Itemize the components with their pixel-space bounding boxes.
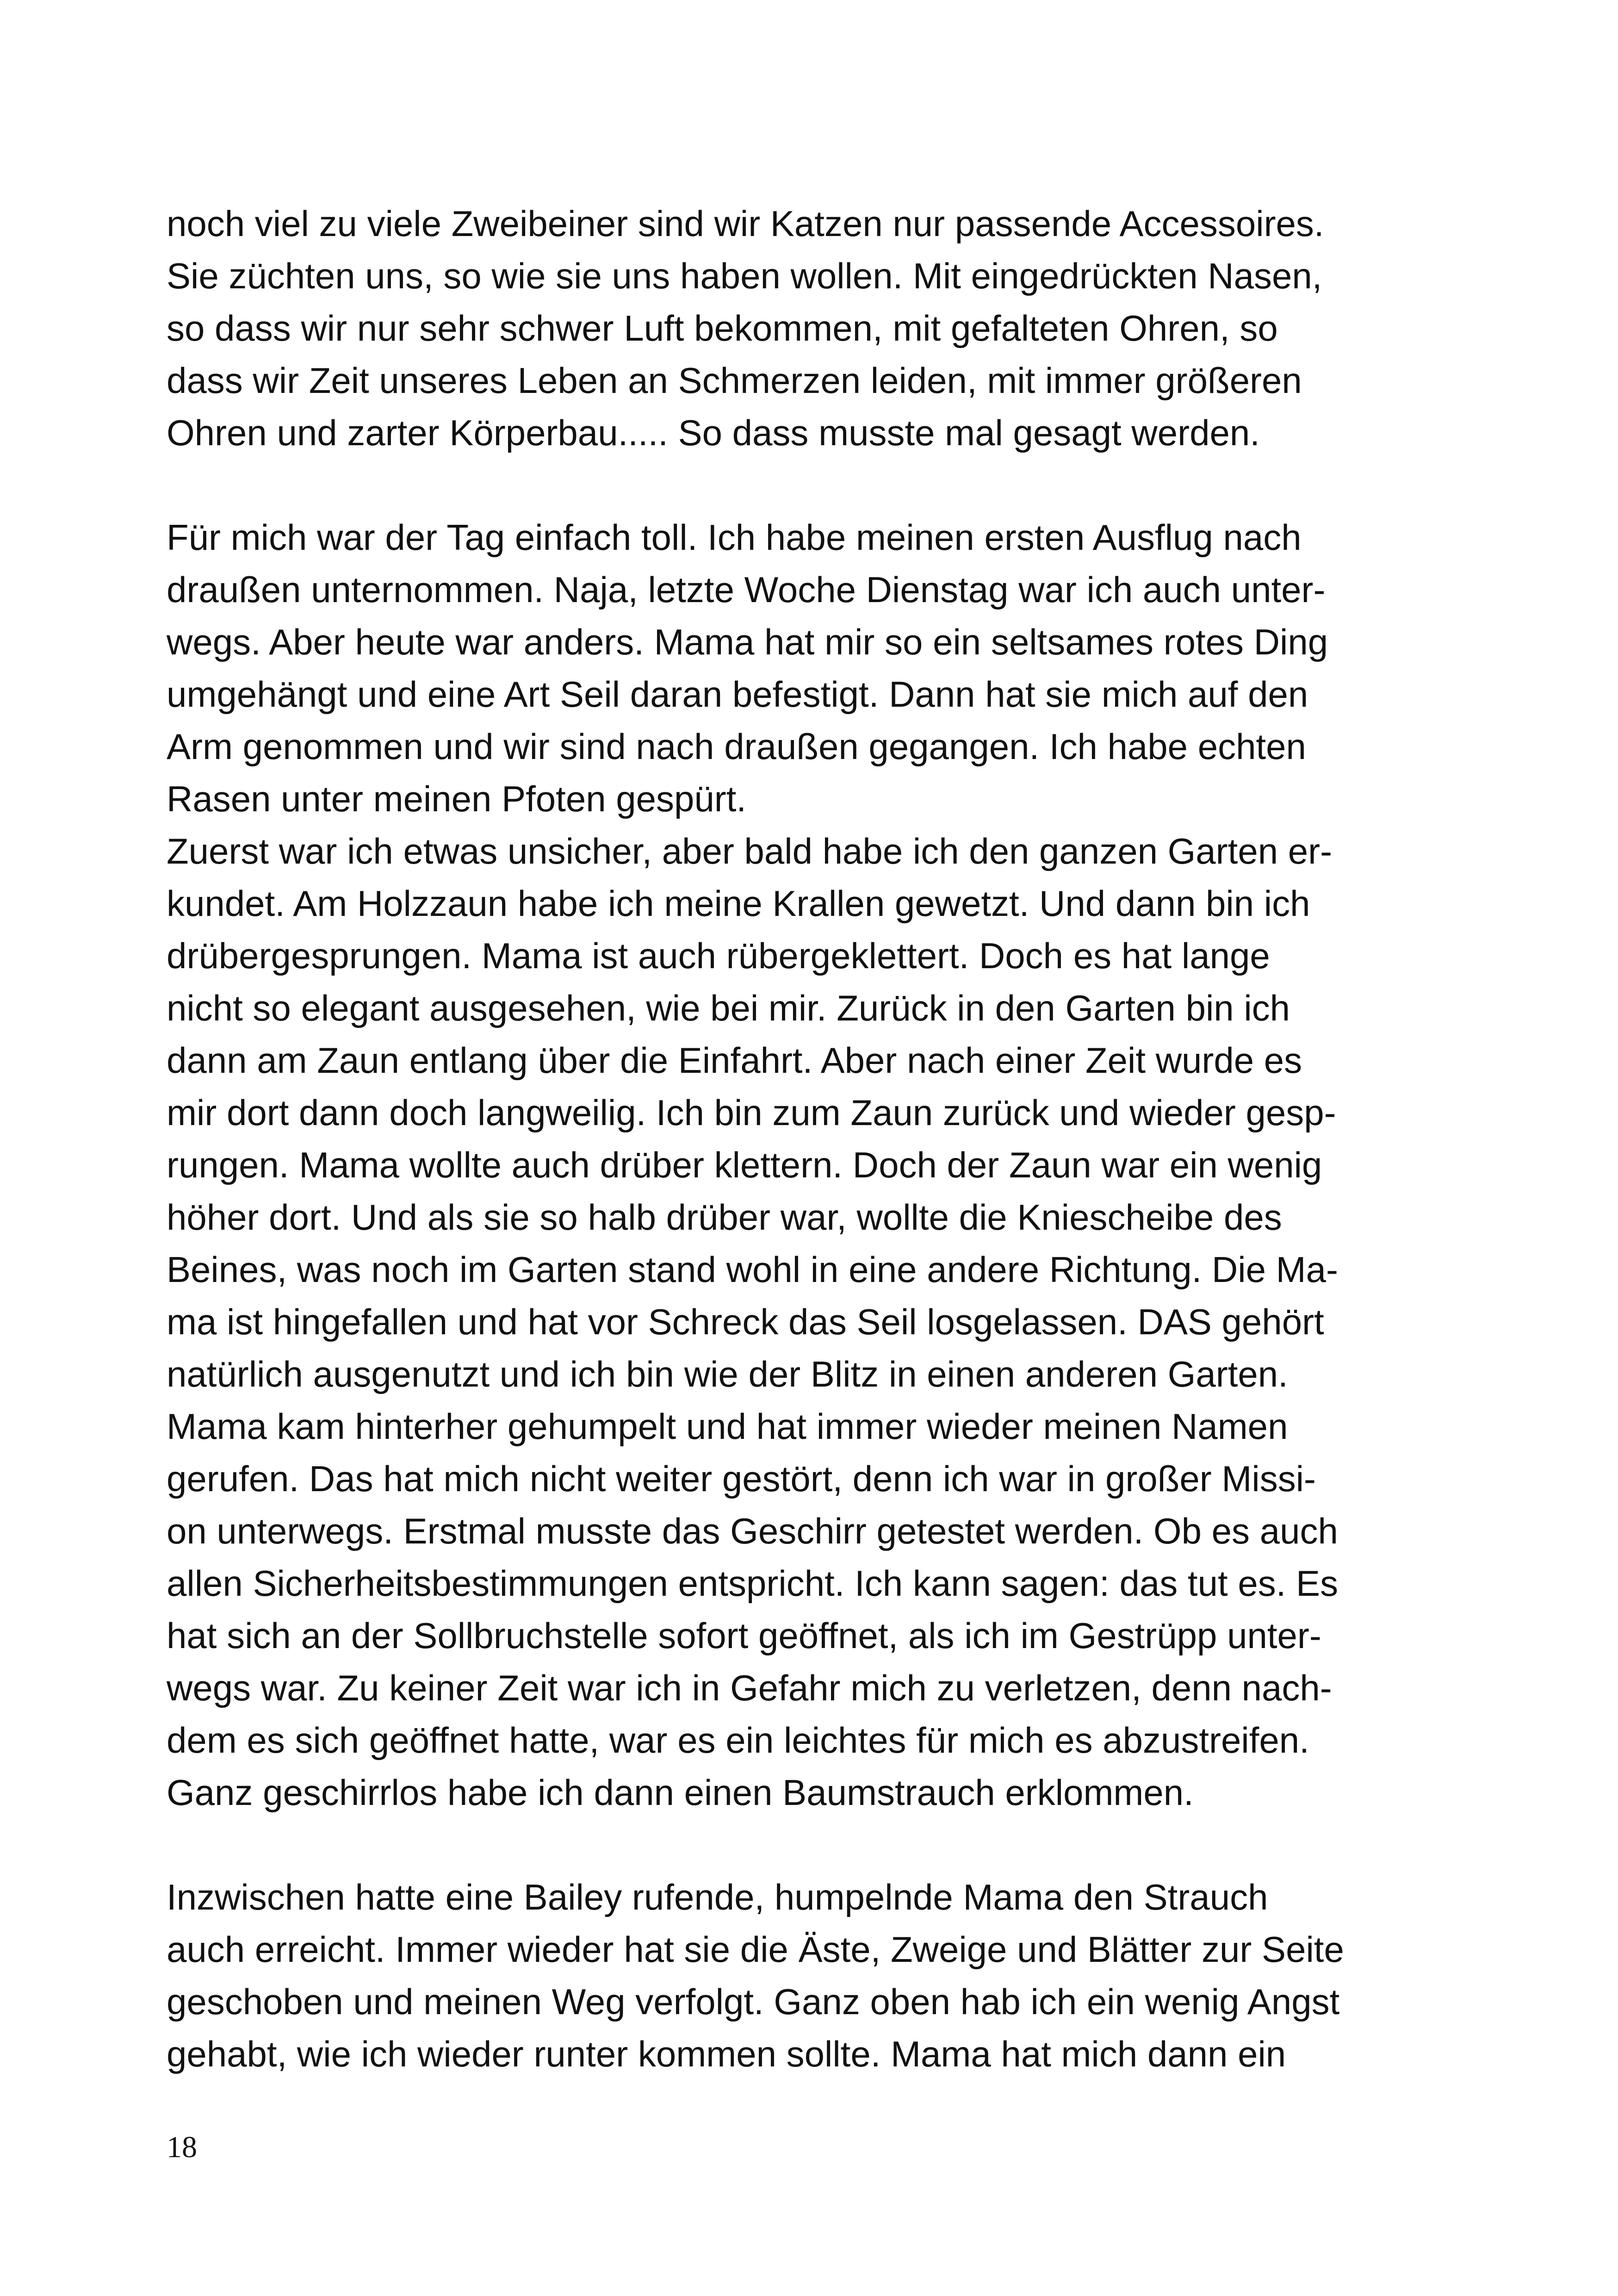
text-line: allen Sicherheitsbestimmungen entspricht. Ich kann sagen: das tut es. Es (167, 1563, 1339, 1604)
text-line: rungen. Mama wollte auch drüber klettern. Doch der Zaun war ein wenig (167, 1145, 1322, 1185)
text-line: Für mich war der Tag einfach toll. Ich habe meinen ersten Ausflug nach (167, 517, 1302, 558)
text-line: noch viel zu viele Zweibeiner sind wir Katzen nur passende Accessoires. (167, 203, 1324, 244)
text-line: ma ist hingefallen und hat vor Schreck das Seil losgelassen. DAS gehört (167, 1301, 1324, 1342)
text-line: dem es sich geöffnet hatte, war es ein leichtes für mich es abzustreifen. (167, 1720, 1309, 1761)
text-line: Beines, was noch im Garten stand wohl in eine andere Richtung. Die Ma- (167, 1249, 1338, 1290)
text-line: Arm genommen und wir sind nach draußen gegangen. Ich habe echten (167, 726, 1306, 767)
text-line: wegs war. Zu keiner Zeit war ich in Gefahr mich zu verletzen, denn nach- (167, 1668, 1332, 1708)
text-line: auch erreicht. Immer wieder hat sie die Äste, Zweige und Blätter zur Seite (167, 1929, 1344, 1970)
text-line: Mama kam hinterher gehumpelt und hat immer wieder meinen Namen (167, 1406, 1288, 1447)
text-line: so dass wir nur sehr schwer Luft bekommen, mit gefalteten Ohren, so (167, 308, 1278, 348)
text-line: Rasen unter meinen Pfoten gespürt. (167, 778, 747, 819)
text-line: Ganz geschirrlos habe ich dann einen Baumstrauch erklommen. (167, 1772, 1194, 1813)
text-line: höher dort. Und als sie so halb drüber war, wollte die Kniescheibe des (167, 1197, 1282, 1238)
text-line: Zuerst war ich etwas unsicher, aber bald habe ich den ganzen Garten er- (167, 831, 1333, 871)
text-line: hat sich an der Sollbruchstelle sofort geöffnet, als ich im Gestrüpp unter- (167, 1615, 1321, 1656)
text-line: wegs. Aber heute war anders. Mama hat mir so ein seltsames rotes Ding (167, 622, 1328, 662)
text-line: gerufen. Das hat mich nicht weiter gestört, denn ich war in großer Missi- (167, 1458, 1316, 1499)
text-line: dass wir Zeit unseres Leben an Schmerzen leiden, mit immer größeren (167, 360, 1302, 401)
page-number: 18 (167, 2130, 197, 2164)
paragraph-gap (167, 459, 1444, 511)
text-line: dann am Zaun entlang über die Einfahrt. Aber nach einer Zeit wurde es (167, 1040, 1302, 1081)
text-line: gehabt, wie ich wieder runter kommen sollte. Mama hat mich dann ein (167, 2034, 1286, 2074)
text-line: drübergesprungen. Mama ist auch rübergeklettert. Doch es hat lange (167, 935, 1270, 976)
text-line: draußen unternommen. Naja, letzte Woche Dienstag war ich auch unter- (167, 569, 1326, 610)
text-line: mir dort dann doch langweilig. Ich bin zum Zaun zurück und wieder gesp- (167, 1092, 1336, 1133)
text-line: nicht so elegant ausgesehen, wie bei mir. Zurück in den Garten bin ich (167, 988, 1290, 1028)
text-line: Sie züchten uns, so wie sie uns haben wollen. Mit eingedrückten Nasen, (167, 255, 1322, 296)
text-line: geschoben und meinen Weg verfolgt. Ganz oben hab ich ein wenig Angst (167, 1981, 1340, 2022)
text-line: Inzwischen hatte eine Bailey rufende, humpelnde Mama den Strauch (167, 1877, 1268, 1917)
text-line: on unterwegs. Erstmal musste das Geschirr getestet werden. Ob es auch (167, 1511, 1338, 1551)
body-text (167, 198, 1444, 2080)
text-line: umgehängt und eine Art Seil daran befestigt. Dann hat sie mich auf den (167, 674, 1308, 715)
paragraph-gap (167, 1819, 1444, 1871)
text-line: Ohren und zarter Körperbau..... So dass musste mal gesagt werden. (167, 412, 1260, 453)
text-line: natürlich ausgenutzt und ich bin wie der Blitz in einen anderen Garten. (167, 1354, 1288, 1394)
text-line: kundet. Am Holzzaun habe ich meine Krallen gewetzt. Und dann bin ich (167, 883, 1310, 924)
